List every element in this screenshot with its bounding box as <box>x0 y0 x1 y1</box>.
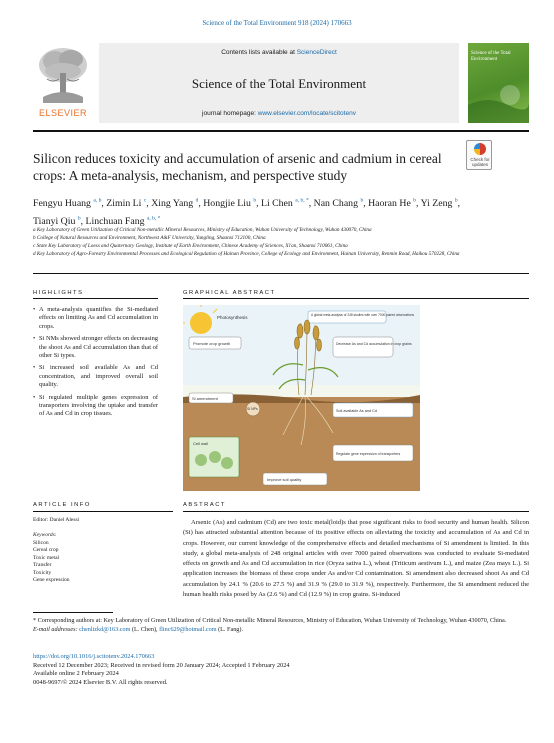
journal-reference[interactable]: Science of the Total Environment 918 (2024) 170663 <box>202 19 352 27</box>
header-rule <box>33 130 529 132</box>
homepage-line <box>99 110 459 117</box>
abstract-text: Arsenic (As) and cadmium (Cd) are two toxic metal(loid)s that pose significant risks to food security and human health. Silicon (Si) has attracted substantial attention because of its positive effects on alleviating the toxicity and accumulation of As and Cd in crops. However, our current knowledge of the comprehensive effects and detailed mechanisms of Si amendment is limited. In this study, a global meta-analysis of 248 original articles with over 7000 paired observations was conducted to evaluate Si-mediated effects on growth and As and Cd accumulation in rice (Oryza sativa L.), wheat (Triticum aestivum L.), and maize (Zea mays L.). Si application increases the biomass of these crops under As and/or Cd contamination. Si amendment also decreased shoot As and Cd accumulation by 24.1 % (20.6 to 27.5 %) and 31.9 % (29.0 to 31.9 %), respectively. Furthermore, the Si amendment reduced the human health risks posed by As (2.6 %) and Cd (12.9 %) in crop grains. Si-induced <box>183 519 529 599</box>
keyword: Transfer <box>33 562 52 569</box>
highlights-list <box>33 306 158 423</box>
crossmark-label: Check for updates <box>470 157 490 167</box>
elsevier-wordmark[interactable]: ELSEVIER <box>38 108 88 118</box>
email-link[interactable]: flinc629@hotmail.com <box>159 625 217 633</box>
available-online: Available online 2 February 2024 <box>33 670 119 677</box>
journal-masthead <box>33 43 529 123</box>
doi-link[interactable]: https://doi.org/10.1016/j.scitotenv.2024.170663 <box>33 653 155 660</box>
email-owner: (L. Fang). <box>216 625 243 633</box>
article-title: Silicon reduces toxicity and accumulation of arsenic and cadmium in cereal crops: A meta-analysis, mechanism, and perspective study <box>33 151 442 183</box>
ga-label: Promote crop growth <box>193 341 231 346</box>
received-dates: Received 12 December 2023; Received in revised form 20 January 2024; Accepted 1 February 2024 <box>33 661 290 669</box>
affiliation: d Key Laboratory of Agro-Forestry Environmental Processes and Ecological Regulation of Hainan Province, College of Ecology and Environment, Hainan University, Renmin Road, Haikou 570228, China <box>33 251 460 257</box>
ga-label: Photosynthesis <box>217 315 248 320</box>
author[interactable]: Nan Chang $^b$, <box>313 198 366 210</box>
abstract-rule <box>183 511 529 512</box>
affiliations <box>33 226 513 258</box>
sciencedirect-link[interactable]: ScienceDirect <box>296 49 337 56</box>
article-info-rule <box>33 511 173 512</box>
cover-title: Science of the Total Environment <box>471 51 511 62</box>
article-info-heading: ARTICLE INFO <box>33 502 91 508</box>
keyword: Toxic metal <box>33 554 60 561</box>
editor-line: Editor: Daniel Alessi <box>33 517 80 523</box>
affiliation: a Key Laboratory of Green Utilization of Critical Non-metallic Mineral Resources, Ministry of Education, Wuhan University of Technology, Wuhan 430070, China <box>33 227 372 233</box>
article-info-panel <box>33 517 173 584</box>
keyword: Gene expression <box>33 577 70 584</box>
email-owner: (L. Chen), <box>130 625 160 633</box>
journal-banner <box>99 43 459 123</box>
abstract-heading: ABSTRACT <box>183 502 226 508</box>
journal-title: Science of the Total Environment <box>191 76 367 91</box>
copyright: 0048-9697/© 2024 Elsevier B.V. All rights reserved. <box>33 678 168 686</box>
ga-label: A global meta-analysis of 248 studies with over 7000 paired observations <box>311 313 414 317</box>
affiliation: c State Key Laboratory of Loess and Quaternary Geology, Institute of Earth Environment, Chinese Academy of Sciences, Xi'an, Shaanxi 710061, China <box>33 243 348 249</box>
contents-line <box>99 49 459 56</box>
highlights-rule <box>33 298 158 299</box>
ga-label: Soil available As and Cd <box>336 409 377 413</box>
footnote-rule <box>33 612 113 613</box>
ga-label: Si NPs <box>247 407 258 411</box>
author-list <box>33 194 473 229</box>
graphical-abstract-rule <box>183 298 529 299</box>
email-link[interactable]: chenlizkd@163.com <box>79 625 131 633</box>
keywords-title: Keywords: <box>33 532 57 538</box>
keyword: Cereal crop <box>33 547 59 554</box>
affiliation-rule <box>33 273 529 274</box>
author[interactable]: Tianyi Qiu $^b$, <box>33 215 84 227</box>
highlights-heading: HIGHLIGHTS <box>33 290 84 296</box>
graphical-abstract-figure[interactable] <box>183 305 420 491</box>
author[interactable]: Li Chen $^{a, b, *}$, <box>260 198 312 210</box>
highlight-item: • Si NMs showed stronger effects on decreasing the shoot As and Cd accumulation than that of other Si types. <box>33 335 158 360</box>
author[interactable]: Zimin Li $^c$, <box>106 198 149 210</box>
highlight-item: • Si increased soil available As and Cd concentration, and improved overall soil quality. <box>33 364 158 389</box>
author[interactable]: Fengyu Huang $^{a, b}$, <box>33 198 104 210</box>
email-line <box>33 626 529 635</box>
ga-label: Regulate gene expression of transporters <box>336 452 401 456</box>
ga-label: Decrease As and Cd accumulation in crop grains <box>336 342 412 346</box>
homepage-prefix: journal homepage: <box>202 110 258 117</box>
author[interactable]: Hongjie Liu $^b$, <box>203 198 259 210</box>
author[interactable]: Yi Zeng $^b$, <box>420 198 461 210</box>
homepage-link[interactable]: www.elsevier.com/locate/scitotenv <box>257 110 356 117</box>
keyword: Silicon <box>33 540 49 546</box>
highlight-item: • Si regulated multiple genes expression of transporters involving the uptake and transfer of As and Cd in crop tissues. <box>33 394 158 419</box>
affiliation: b College of Natural Resources and Environment, Northwest A&F University, Yangling, Shaanxi 712100, China <box>33 235 266 241</box>
author[interactable]: Xing Yang $^d$, <box>151 198 201 210</box>
author[interactable]: Haoran He $^b$, <box>368 198 419 210</box>
ga-label: Improve soil quality <box>267 477 302 482</box>
email-label: E-mail addresses: <box>33 625 80 633</box>
graphical-abstract-heading: GRAPHICAL ABSTRACT <box>183 290 276 296</box>
highlight-item: • A meta-analysis quantifies the Si-mediated effects on limiting As and Cd accumulation in crops. <box>33 306 158 331</box>
author[interactable]: Linchuan Fang $^{a, b, *}$ <box>85 215 161 227</box>
journal-cover-thumbnail[interactable] <box>468 43 529 123</box>
check-for-updates-badge[interactable] <box>466 140 492 170</box>
corresponding-author-footnote <box>33 617 529 634</box>
corresponding-note: * Corresponding authors at: Key Laboratory of Green Utilization of Critical Non-metallic Mineral Resources, Ministry of Education, Wuhan University of Technology, Wuhan 430070, China. <box>33 617 507 624</box>
ga-label: Si amendment <box>192 396 218 401</box>
crossmark-icon <box>474 143 486 155</box>
keyword: Toxicity <box>33 569 52 576</box>
contents-prefix: Contents lists available at <box>221 49 297 56</box>
publication-meta <box>33 653 529 687</box>
ga-label: Cell wall <box>193 441 208 446</box>
